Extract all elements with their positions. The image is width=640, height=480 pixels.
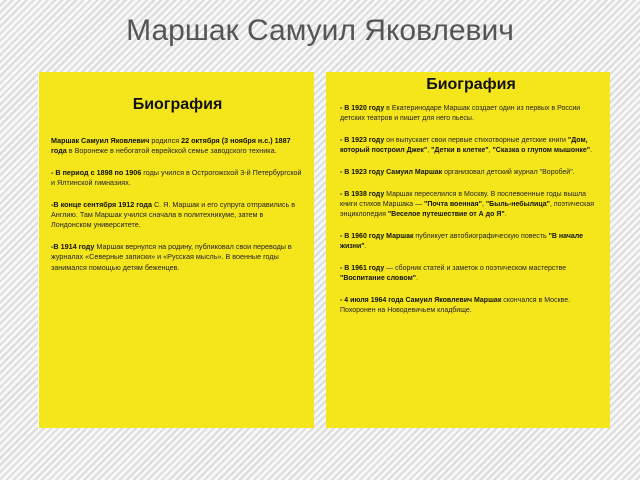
entry-bold-text: "Веселое путешествие от А до Я" xyxy=(387,211,505,218)
entry-bold-text: - В период с 1898 по 1906 xyxy=(51,167,142,177)
entry-bold-text: "Сказка о глупом мышонке" xyxy=(492,147,591,154)
biography-entry xyxy=(340,190,602,220)
entry-bold-text: - В 1923 году xyxy=(340,137,385,144)
entry-text: . xyxy=(590,147,593,154)
biography-entry xyxy=(51,200,304,231)
entry-bold-text: -В 1914 году xyxy=(51,241,95,251)
biography-entry xyxy=(340,136,602,156)
entry-bold-text: "Почта военная" xyxy=(424,201,482,208)
entry-text: в Екатеринодаре Маршак создает один из первых в России детских театров и пишет для него пьесы. xyxy=(340,105,581,122)
biography-entry xyxy=(340,232,602,252)
entry-bold-text: "Воспитание словом" xyxy=(340,275,417,282)
entry-bold-text: - В 1961 году xyxy=(340,265,385,272)
biography-entry xyxy=(340,296,602,316)
biography-entry xyxy=(51,136,304,157)
entry-bold-text: - 4 июля 1964 года Самуил Яковлевич Маршак xyxy=(340,297,502,304)
biography-entry xyxy=(340,168,602,178)
entry-text: он выпускает свои первые стихотворные детские книги xyxy=(384,137,568,144)
entry-text: , xyxy=(481,201,486,208)
entry-text: Маршак вернулся на родину, публиковал свои переводы в журналах «Северные записки» и «Русская мысль». В военные годы занимался помощью детям беженцев. xyxy=(51,241,292,272)
biography-entry xyxy=(51,168,304,189)
entry-text: . xyxy=(416,275,419,282)
entry-bold-text: "В начале жизни" xyxy=(340,233,584,250)
entry-text: родился xyxy=(149,136,182,145)
biography-entries xyxy=(340,104,602,316)
entry-text: . xyxy=(504,211,507,218)
entry-text: , xyxy=(427,147,432,154)
entry-text: публикует автобиографическую повесть xyxy=(413,233,549,240)
entry-bold-text: Маршак Самуил Яковлевич xyxy=(51,136,150,145)
entry-text: , поэтическая энциклопедия xyxy=(340,201,595,218)
entry-bold-text: -В конце сентября 1912 года xyxy=(51,199,152,209)
entry-bold-text: - В 1923 году Самуил Маршак xyxy=(340,169,443,176)
slide-title: Маршак Самуил Яковлевич xyxy=(126,14,514,47)
biography-entry xyxy=(340,264,602,284)
entry-bold-text: - В 1938 году xyxy=(340,191,385,198)
entry-bold-text: 22 октября (3 ноября н.с.) 1887 года xyxy=(51,136,291,156)
entry-text: Маршак переселился в Москву. В послевоенные годы вышла книги стихов Маршака — xyxy=(340,191,586,208)
entry-bold-text: - В 1960 году Маршак xyxy=(340,233,414,240)
entry-text: С. Я. Маршак и его супруга отправились в Англию. Там Маршак учился сначала в политехникуме, затем в Лондонском университете. xyxy=(51,199,296,230)
entry-text: , xyxy=(488,147,493,154)
entry-text: годы учился в Острогожской 3-й Петербургской и Ялтинской гимназиях. xyxy=(51,167,302,188)
entry-text: организовал детский журнал "Воробей". xyxy=(442,169,575,176)
entry-text: скончался в Москве. Похоронен на Новодевичьем кладбище. xyxy=(340,297,571,314)
entry-text: в Воронеже в небогатой еврейской семье заводского техника. xyxy=(66,146,277,156)
entry-bold-text: - В 1920 году xyxy=(340,105,385,112)
entry-text: . xyxy=(364,243,367,250)
entry-text: — сборник статей и заметок о поэтическом мастерстве xyxy=(384,265,567,272)
entry-bold-text: "Детки в клетке" xyxy=(431,147,489,154)
entry-bold-text: "Быль-небылица" xyxy=(485,201,550,208)
panel-heading: Биография xyxy=(426,76,516,93)
entry-bold-text: "Дом, который построил Джек" xyxy=(340,137,588,154)
biography-panel-right xyxy=(326,72,610,428)
biography-entries xyxy=(51,136,304,273)
biography-panel-left xyxy=(38,72,314,428)
biography-entry xyxy=(51,242,304,273)
biography-entry xyxy=(340,104,602,124)
panel-heading: Биография xyxy=(132,96,223,113)
